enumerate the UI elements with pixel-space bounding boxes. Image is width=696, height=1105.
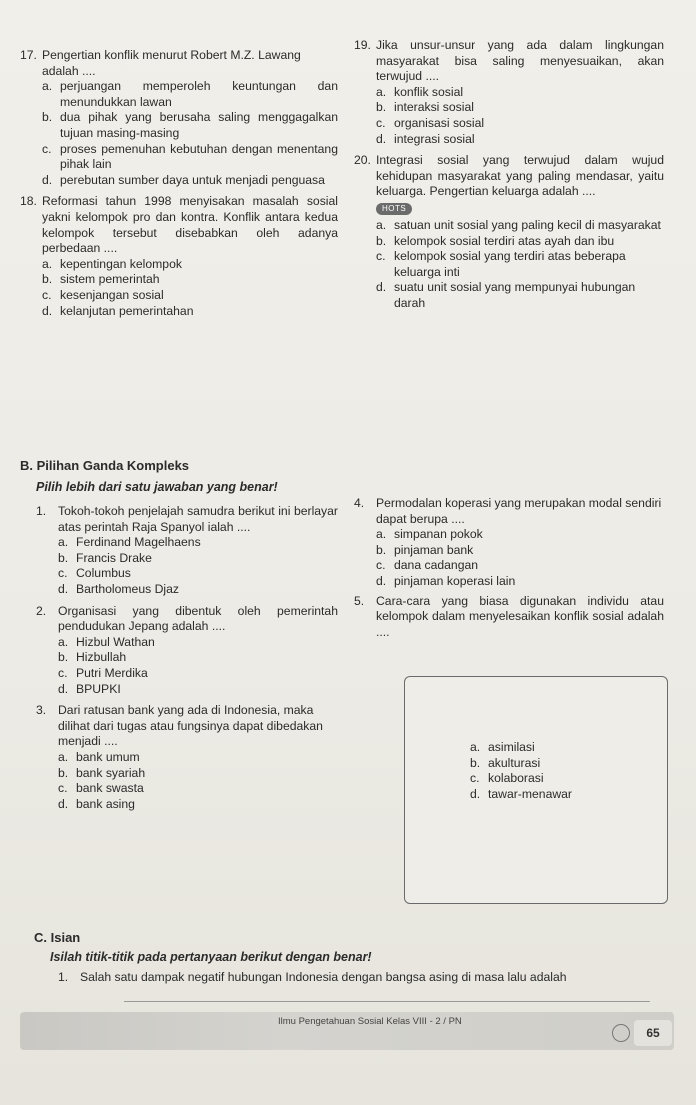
page-number: 65 — [634, 1020, 672, 1046]
option-d: d. Bartholomeus Djaz — [58, 581, 179, 596]
question-number: 1. — [58, 970, 69, 984]
option-a: a. satuan unit sosial yang paling kecil di masyarakat — [376, 217, 661, 232]
question-number: 1. — [36, 504, 47, 518]
question-body — [58, 970, 670, 986]
question-19 — [354, 38, 664, 147]
question-text: Organisasi yang dibentuk oleh pemerintah pendudukan Jepang adalah .... — [58, 603, 338, 634]
b-right-column — [354, 496, 664, 641]
option-b: b. dua pihak yang berusaha saling menggagalkan tujuan masing-masing — [42, 110, 338, 140]
option-c: c. Putri Merdika — [58, 665, 148, 680]
b-question-4 — [354, 496, 664, 590]
question-number: 19. — [354, 38, 371, 52]
b-question-3 — [36, 703, 338, 812]
section-c-instruction: Isilah titik-titik pada pertanyaan berikut dengan benar! — [50, 950, 372, 964]
option-c: c. kelompok sosial yang terdiri atas beberapa keluarga inti — [376, 249, 626, 279]
question-number: 3. — [36, 703, 47, 718]
option-b: b. Hizbullah — [58, 650, 127, 665]
option-a: a. simpanan pokok — [376, 527, 483, 542]
question-text: Pengertian konflik menurut Robert M.Z. Lawang adalah .... — [42, 48, 301, 78]
option-b: b. sistem pemerintah — [42, 272, 160, 287]
b-question-1 — [36, 504, 338, 598]
question-number: 20. — [354, 153, 371, 168]
option-c: c. Columbus — [58, 566, 131, 581]
b-question-5 — [354, 594, 664, 641]
section-b-title: B. Pilihan Ganda Kompleks — [20, 458, 190, 473]
b-question-2 — [36, 604, 338, 698]
option-d: d. suatu unit sosial yang mempunyai hubungan darah — [376, 280, 636, 310]
right-column — [354, 38, 664, 313]
question-text: Salah satu dampak negatif hubungan Indonesia dengan bangsa asing di masa lalu adalah — [80, 970, 567, 984]
question-number: 4. — [354, 496, 365, 510]
question-number: 18. — [20, 194, 37, 209]
b-left-column — [36, 504, 338, 813]
option-b: b. bank syariah — [58, 765, 146, 780]
question-text: Dari ratusan bank yang ada di Indonesia, maka dilihat dari tugas atau fungsinya dapat dibedakan menjadi .... — [58, 703, 323, 749]
c-question-1 — [58, 970, 670, 987]
option-a: a. konflik sosial — [376, 84, 464, 99]
question-number: 2. — [36, 603, 47, 618]
option-c: c. kesenjangan sosial — [42, 287, 164, 302]
b-question-5-options — [470, 740, 660, 802]
answer-line — [124, 1001, 650, 1002]
option-d: d. BPUPKI — [58, 681, 121, 696]
section-b-instruction: Pilih lebih dari satu jawaban yang benar! — [36, 480, 278, 494]
option-d: d. kelanjutan pemerintahan — [42, 303, 194, 318]
question-text: Reformasi tahun 1998 menyisakan masalah sosial yakni kelompok pro dan kontra. Konflik antara kedua kelompok tersebut disebabkan oleh adanya perbedaan .... — [42, 194, 338, 256]
option-d: d. integrasi sosial — [376, 131, 475, 146]
option-c: c. kolaborasi — [470, 771, 544, 786]
option-a: a. kepentingan kelompok — [42, 256, 182, 271]
question-text: Tokoh-tokoh penjelajah samudra berikut ini berlayar atas perintah Raja Spanyol ialah .... — [58, 504, 338, 534]
question-text: Cara-cara yang biasa digunakan individu atau kelompok dalam menyelesaikan konflik sosial adalah .... — [376, 593, 664, 639]
option-a: a. Hizbul Wathan — [58, 634, 155, 649]
question-text: Permodalan koperasi yang merupakan modal sendiri dapat berupa .... — [376, 496, 662, 526]
option-a: a. asimilasi — [470, 740, 535, 754]
option-b: b. kelompok sosial terdiri atas ayah dan ibu — [376, 233, 615, 248]
option-c: c. proses pemenuhan kebutuhan dengan menentang pihak lain — [42, 141, 338, 172]
question-number: 5. — [354, 593, 365, 608]
option-d: d. perebutan sumber daya untuk menjadi penguasa — [42, 172, 325, 187]
option-d: d. bank asing — [58, 796, 135, 811]
option-b: b. akulturasi — [470, 755, 541, 770]
question-20 — [354, 153, 664, 311]
option-b: b. interaksi sosial — [376, 100, 474, 115]
question-text: Jika unsur-unsur yang ada dalam lingkungan masyarakat bisa saling menyesuaikan, akan terwujud .... — [376, 38, 664, 84]
question-text: Integrasi sosial yang terwujud dalam wujud kehidupan masyarakat yang paling mendasar, yaitu keluarga. Pengertian keluarga adalah .... — [376, 153, 664, 199]
option-c: c. bank swasta — [58, 781, 144, 796]
question-18 — [20, 194, 338, 319]
question-number: 17. — [20, 48, 37, 62]
hots-badge: HOTS — [376, 203, 412, 215]
option-a: a. bank umum — [58, 749, 140, 764]
section-c-title: C. Isian — [34, 930, 81, 945]
option-b: b. pinjaman bank — [376, 542, 474, 557]
question-17 — [20, 48, 338, 188]
option-d: d. pinjaman koperasi lain — [376, 573, 516, 588]
option-a: a. perjuangan memperoleh keuntungan dan menundukkan lawan — [42, 79, 338, 109]
footer-book-title: Ilmu Pengetahuan Sosial Kelas VIII - 2 / PN — [278, 1016, 462, 1027]
option-c: c. dana cadangan — [376, 558, 479, 573]
left-column — [20, 48, 338, 320]
option-d: d. tawar-menawar — [470, 786, 572, 801]
option-c: c. organisasi sosial — [376, 115, 485, 130]
circle-icon — [612, 1024, 630, 1042]
option-a: a. Ferdinand Magelhaens — [58, 535, 201, 550]
option-b: b. Francis Drake — [58, 550, 152, 565]
